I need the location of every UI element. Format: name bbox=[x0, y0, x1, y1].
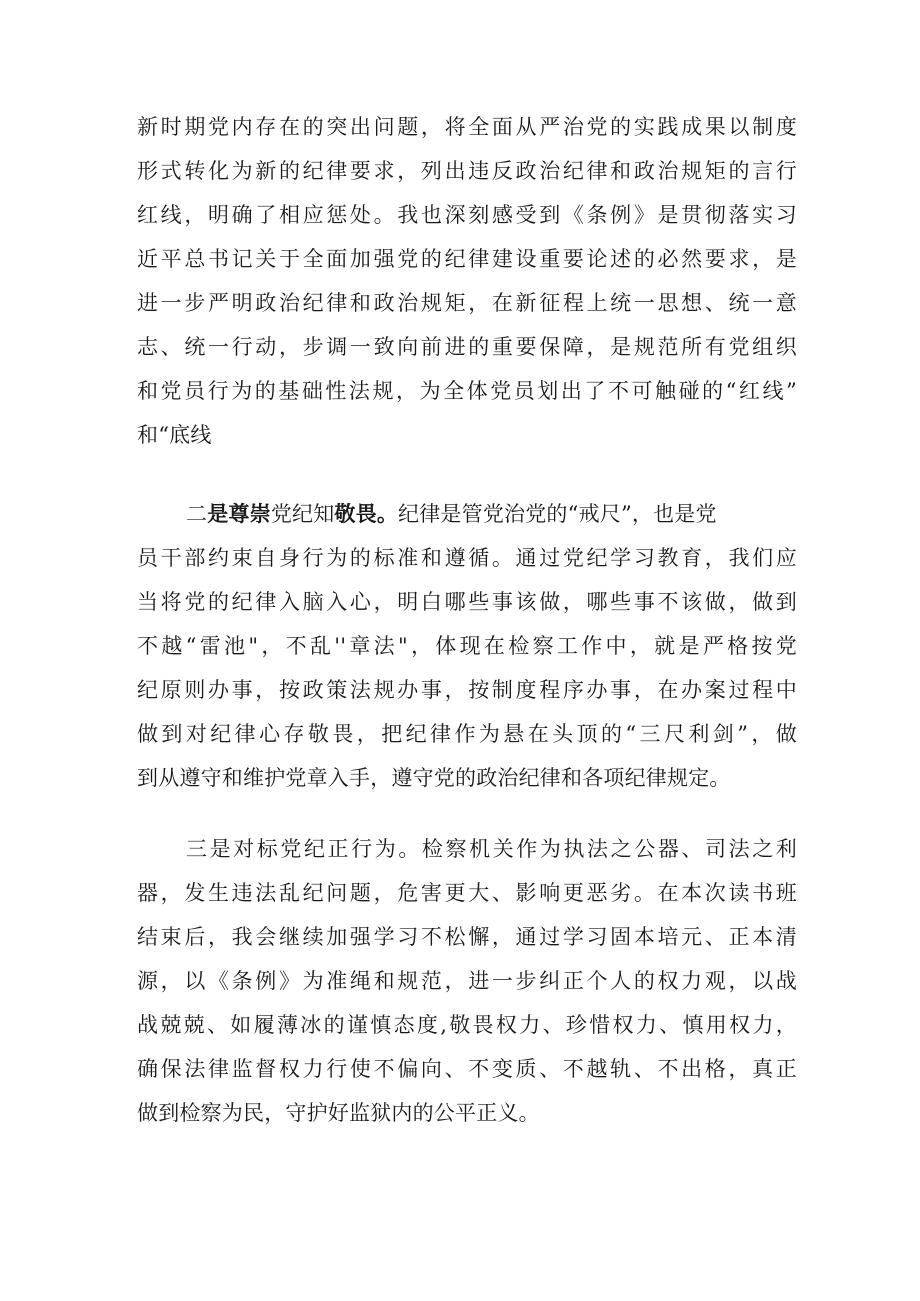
paragraph-2-line-1 bbox=[186, 492, 797, 536]
paragraph-3-line-2: 器，发生违法乱纪问题，危害更大、影响更恶劣。在本次读书班 bbox=[137, 881, 797, 905]
paragraph-2-heading-part-2: 是尊崇 bbox=[207, 501, 271, 526]
paragraph-2-line-6: 做到对纪律心存敬畏，把纪律作为悬在头顶的“三尺利剑”，做 bbox=[137, 722, 797, 746]
paragraph-2-line-3: 当将党的纪律入脑入心，明白哪些事该做，哪些事不该做，做到 bbox=[137, 590, 797, 614]
paragraph-1-line-1: 新时期党内存在的突出问题，将全面从严治党的实践成果以制度 bbox=[137, 115, 797, 139]
paragraph-2-heading-part-3: 党纪知 bbox=[270, 502, 335, 526]
paragraph-1-line-7: 和党员行为的基础性法规，为全体党员划出了不可触碰的“红线” bbox=[137, 379, 797, 403]
paragraph-2-line-2: 员干部约束自身行为的标准和遵循。通过党纪学习教育，我们应 bbox=[137, 546, 797, 570]
paragraph-2-heading-part-1: 二 bbox=[186, 502, 208, 526]
paragraph-3-line-5: 战兢兢、如履薄冰的谨慎态度,敬畏权力、珍惜权力、慎用权力， bbox=[137, 1013, 797, 1037]
paragraph-3-line-6: 确保法律监督权力行使不偏向、不变质、不越轨、不出格，真正 bbox=[137, 1057, 797, 1081]
paragraph-1-line-5: 进一步严明政治纪律和政治规矩，在新征程上统一思想、统一意 bbox=[137, 291, 797, 315]
paragraph-1-line-2: 形式转化为新的纪律要求，列出违反政治纪律和政治规矩的言行 bbox=[137, 159, 797, 183]
paragraph-3-line-3: 结束后，我会继续加强学习不松懈，通过学习固本培元、正本清 bbox=[137, 925, 797, 949]
paragraph-2-heading-part-4: 敬畏。 bbox=[334, 501, 399, 526]
paragraph-2-line-7: 到从遵守和维护党章入手，遵守党的政治纪律和各项纪律规定。 bbox=[137, 766, 731, 790]
paragraph-3-line-7: 做到检察为民，守护好监狱内的公平正义。 bbox=[137, 1101, 540, 1125]
paragraph-1-line-8: 和“底线 bbox=[137, 423, 212, 447]
paragraph-3-line-1: 三是对标党纪正行为。检察机关作为执法之公器、司法之利 bbox=[186, 837, 797, 861]
paragraph-2-line-4: 不越“雷池"，不乱''章法"，体现在检察工作中，就是严格按党 bbox=[137, 634, 797, 658]
paragraph-2-body-start: 纪律是管党治党的“戒尺”，也是党 bbox=[398, 502, 717, 526]
paragraph-1-line-4: 近平总书记关于全面加强党的纪律建设重要论述的必然要求，是 bbox=[137, 247, 797, 271]
paragraph-1-line-6: 志、统一行动，步调一致向前进的重要保障，是规范所有党组织 bbox=[137, 335, 797, 359]
paragraph-3-line-4: 源，以《条例》为准绳和规范，进一步纠正个人的权力观，以战 bbox=[137, 969, 797, 993]
paragraph-1-line-3: 红线，明确了相应惩处。我也深刻感受到《条例》是贯彻落实习 bbox=[137, 203, 797, 227]
paragraph-2-line-5: 纪原则办事，按政策法规办事，按制度程序办事，在办案过程中 bbox=[137, 678, 797, 702]
